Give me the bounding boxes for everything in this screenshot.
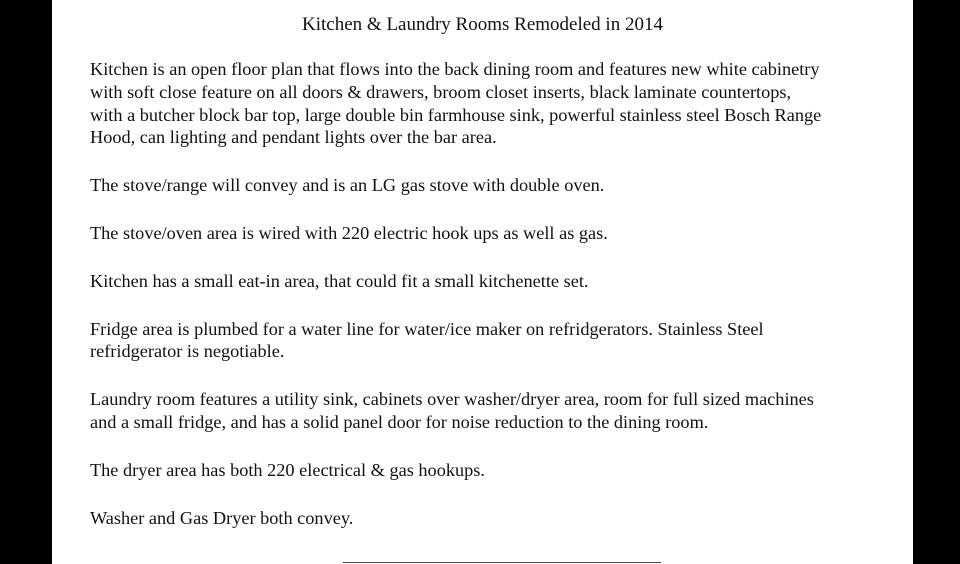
paragraph-kitchen-overview: Kitchen is an open floor plan that flows into the back dining room and features new white cabinetry with soft close feature on all doors & drawers, broom closet inserts, black laminate countertops, with a butcher block bar top, large double bin farmhouse sink, powerful stainless steel Bosch Range Hood, can lighting and pendant lights over the bar area.	[90, 59, 822, 148]
paragraph-dryer-hookups: The dryer area has both 220 electrical & gas hookups.	[90, 459, 485, 480]
paragraph-stove-wiring: The stove/oven area is wired with 220 electric hook ups as well as gas.	[90, 222, 608, 243]
paragraph-eat-in-area: Kitchen has a small eat-in area, that could fit a small kitchenette set.	[90, 270, 589, 291]
paragraph-laundry-room: Laundry room features a utility sink, cabinets over washer/dryer area, room for full sized machines and a small fridge, and has a solid panel door for noise reduction to the dining room.	[90, 389, 814, 432]
paragraph-stove-range: The stove/range will convey and is an LG gas stove with double oven.	[90, 175, 605, 196]
document-title: Kitchen & Laundry Rooms Remodeled in 2014	[302, 14, 663, 35]
paragraph-washer-dryer-convey: Washer and Gas Dryer both convey.	[90, 507, 354, 528]
paragraph-fridge-area: Fridge area is plumbed for a water line for water/ice maker on refridgerators. Stainless Steel refridgerator is negotiable.	[90, 318, 764, 362]
document-page	[52, 0, 913, 564]
document-body	[90, 58, 890, 554]
footer-divider	[343, 562, 661, 563]
